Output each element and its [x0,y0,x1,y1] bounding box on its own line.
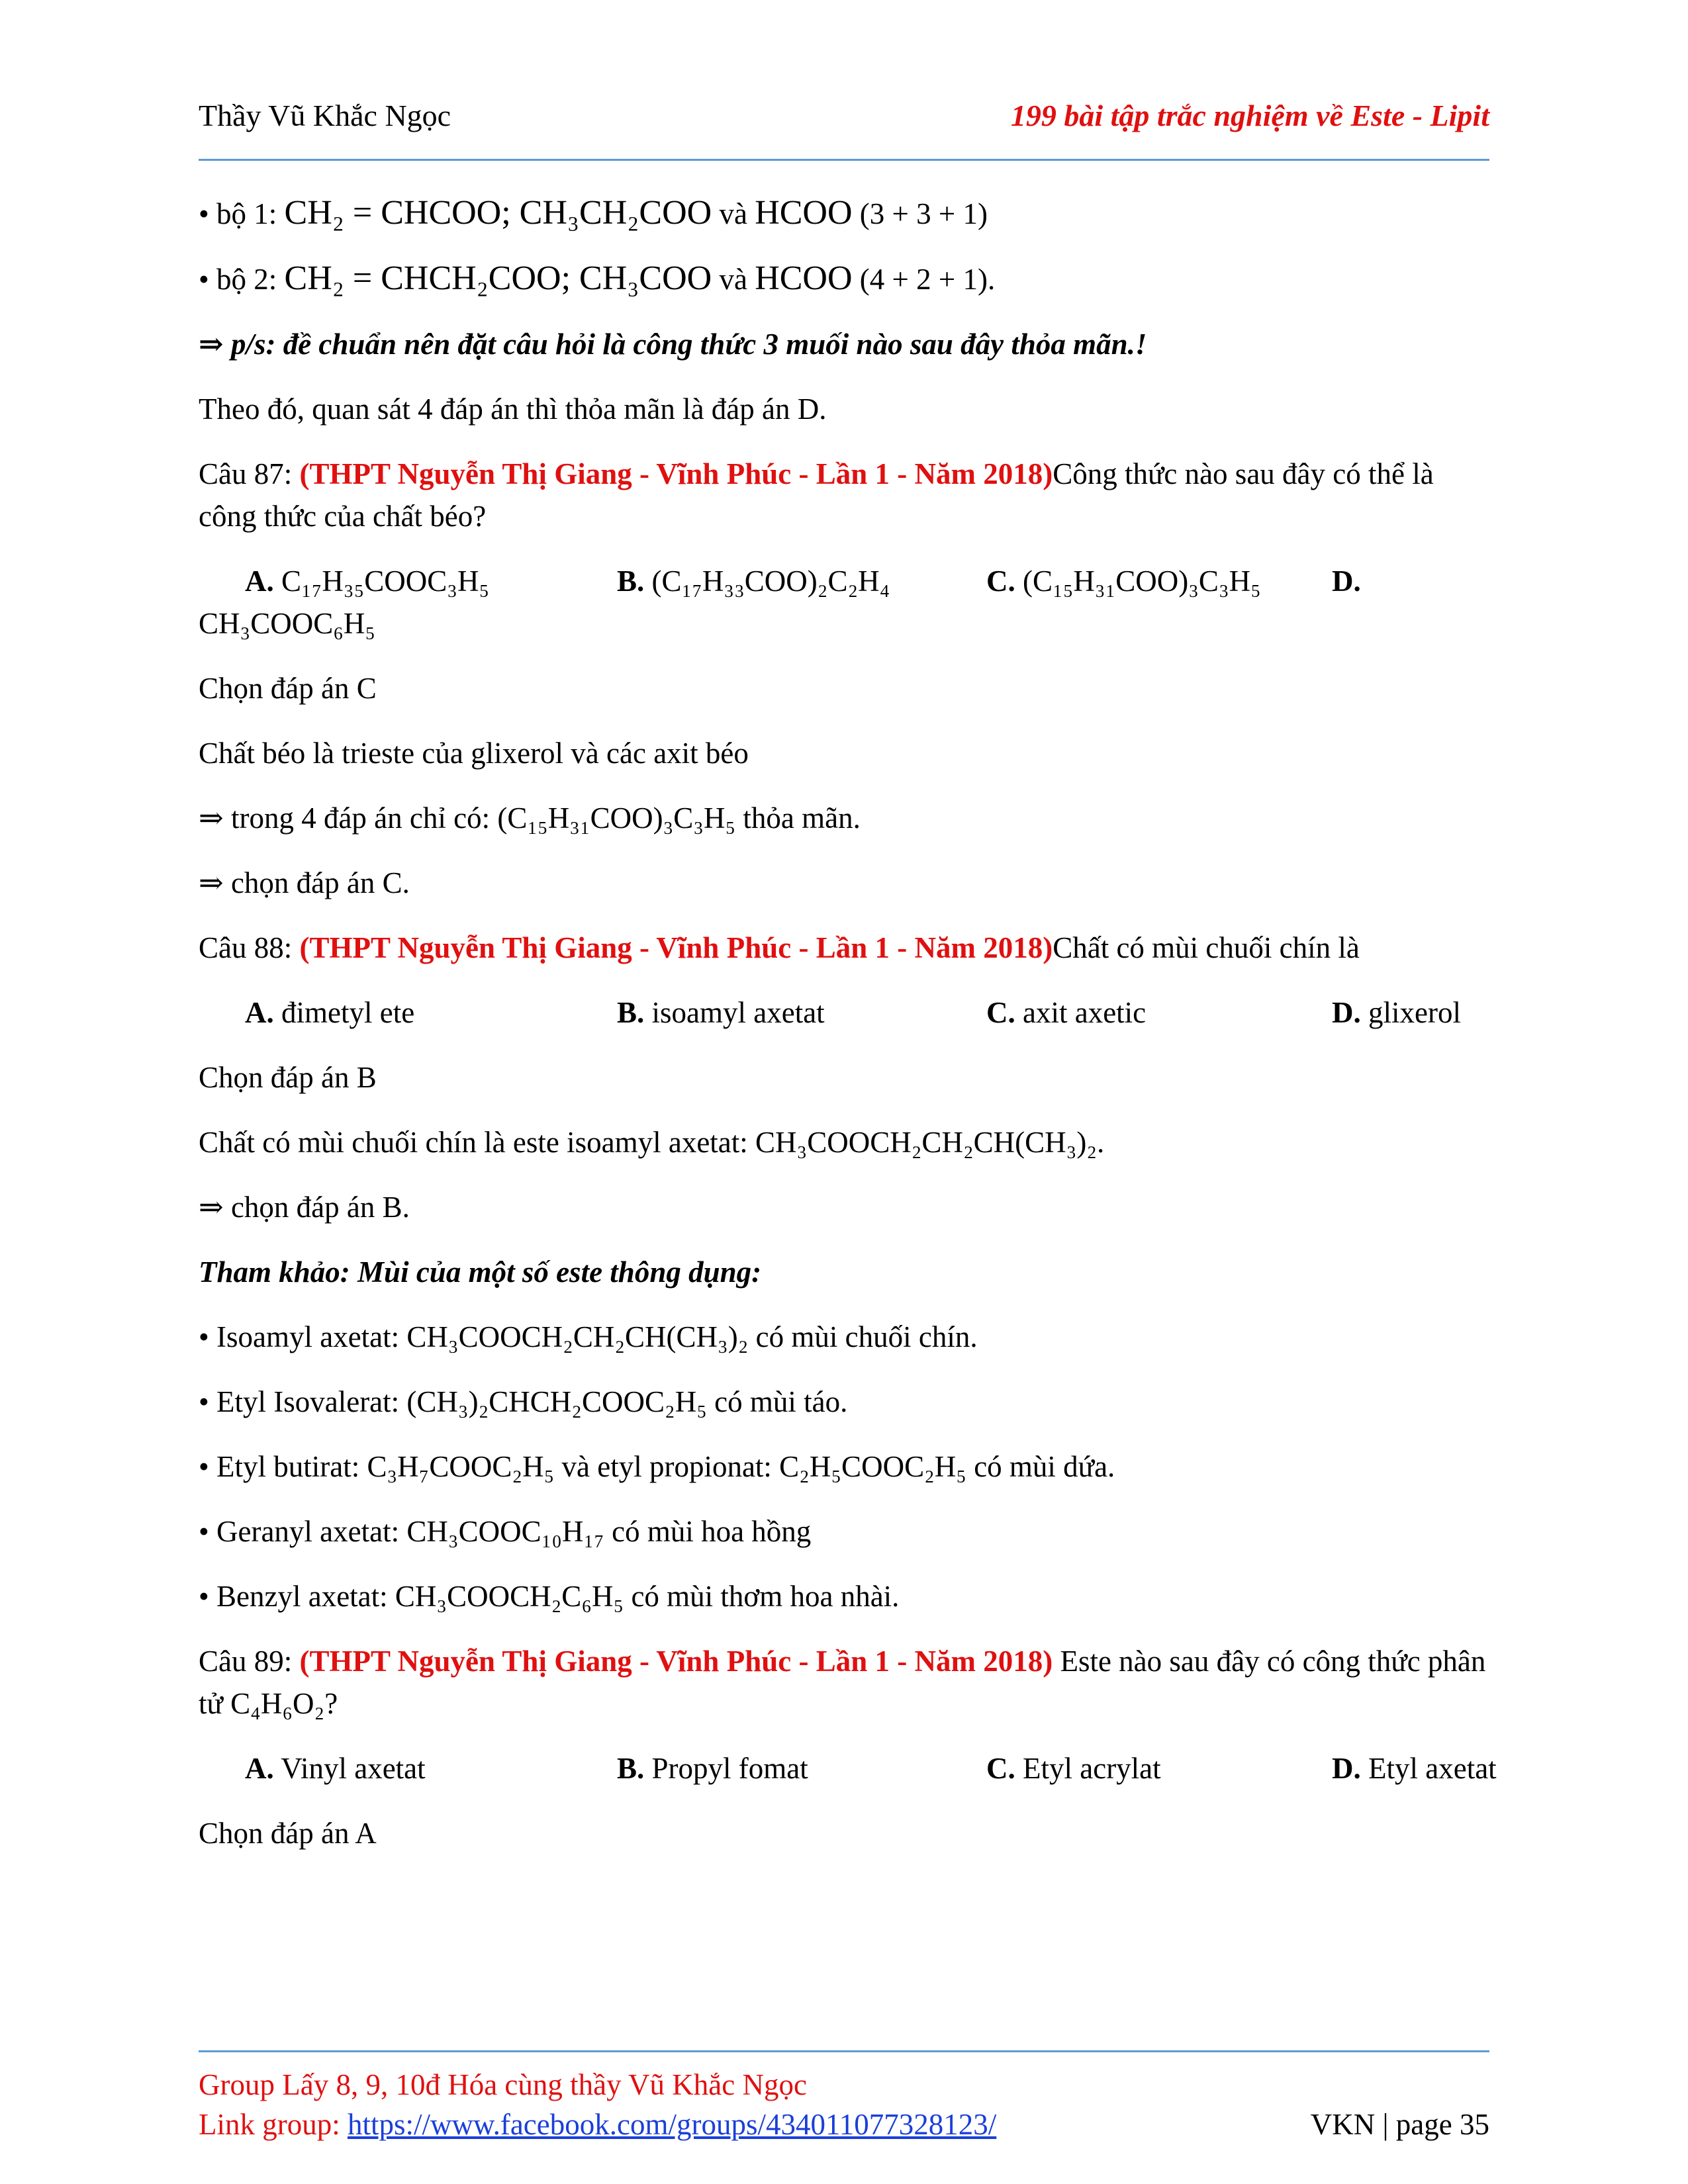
set-1-formula: CH₂ = CHCOO; CH₃CH₂COO [284,194,712,232]
header-author: Thầy Vũ Khắc Ngọc [199,99,451,132]
reference-item: • Etyl Isovalerat: (CH₃)₂CHCH₂COOC₂H₅ có mùi táo. [199,1385,848,1418]
question-87-source: (THPT Nguyễn Thị Giang - Vĩnh Phúc - Lần 1 - Năm 2018) [299,457,1053,490]
question-88-source: (THPT Nguyễn Thị Giang - Vĩnh Phúc - Lần 1 - Năm 2018) [299,931,1053,964]
reference-item: • Benzyl axetat: CH₃COOCH₂C₆H₅ có mùi thơm hoa nhài. [199,1580,900,1613]
question-87-explain-1: Chất béo là trieste của glixerol và các axit béo [199,737,749,770]
question-88-text: Chất có mùi chuối chín là [1053,931,1360,964]
page-footer [199,2065,1489,2144]
set-2-label: • bộ 2: [199,263,277,296]
page-number: VKN | page 35 [1310,2108,1489,2141]
question-88-options [199,991,1489,1034]
reference-item: • Geranyl axetat: CH₃COOC₁₀H₁₇ có mùi hoa hồng [199,1515,812,1548]
option-a: A. Vinyl axetat [245,1752,426,1785]
option-a: A. C₁₇H₃₅COOC₃H₅ [245,565,490,598]
footer-group-link[interactable]: https://www.facebook.com/groups/434011077328123/ [347,2108,997,2141]
option-d: D. glixerol [1332,996,1461,1029]
option-c: C. (C₁₅H₃₁COO)₃C₃H₅ [986,565,1261,598]
header-divider [199,159,1489,161]
header-title: 199 bài tập trắc nghiệm về Este - Lipit [1010,99,1489,132]
question-87-explain-3: ⇒ chọn đáp án C. [199,866,410,899]
question-88-answer: Chọn đáp án B [199,1061,377,1094]
footer-divider [199,2050,1489,2052]
question-87-answer: Chọn đáp án C [199,672,377,705]
option-a: A. đimetyl ete [245,996,415,1029]
footer-group: Group Lấy 8, 9, 10đ Hóa cùng thầy Vũ Khắc Ngọc [199,2068,807,2101]
footer-link-label: Link group: [199,2108,340,2141]
question-89-options [199,1747,1497,1790]
ps-note: ⇒ p/s: đề chuẩn nên đặt câu hỏi là công thức 3 muối nào sau đây thỏa mãn.! [199,328,1147,361]
question-88-explain-1: Chất có mùi chuối chín là este isoamyl axetat: CH₃COOCH₂CH₂CH(CH₃)₂. [199,1126,1105,1159]
question-89-label: Câu 89: [199,1645,293,1678]
set-1-line [199,192,1489,235]
option-c: C. Etyl acrylat [986,1752,1161,1785]
option-c: C. axit axetic [986,996,1147,1029]
reference-title: Tham khảo: Mùi của một số este thông dụng: [199,1255,762,1289]
set-1-last: HCOO [755,194,853,232]
question-89 [199,1640,1489,1725]
question-87-options [199,560,1489,645]
option-b: B. Propyl fomat [617,1752,808,1785]
question-89-source: (THPT Nguyễn Thị Giang - Vĩnh Phúc - Lần 1 - Năm 2018) [299,1645,1053,1678]
question-89-answer: Chọn đáp án A [199,1817,377,1850]
set-1-count: (3 + 3 + 1) [859,197,988,230]
set-2-and: và [719,263,747,296]
set-2-formula: CH₂ = CHCH₂COO; CH₃COO [284,259,712,297]
option-b: B. (C₁₇H₃₃COO)₂C₂H₄ [617,565,890,598]
question-87-explain-2: ⇒ trong 4 đáp án chỉ có: (C₁₅H₃₁COO)₃C₃H₅ thỏa mãn. [199,801,861,835]
document-body [199,192,1497,1877]
option-d: D. Etyl axetat [1332,1752,1497,1785]
option-d-letter: D. [1332,565,1361,598]
option-b: B. isoamyl axetat [617,996,825,1029]
set-1-label: • bộ 1: [199,197,277,230]
reference-item: • Etyl butirat: C₃H₇COOC₂H₅ và etyl propionat: C₂H₅COOC₂H₅ có mùi dứa. [199,1450,1115,1483]
set-2-last: HCOO [755,259,853,297]
question-88-explain-2: ⇒ chọn đáp án B. [199,1191,410,1224]
set-2-count: (4 + 2 + 1). [859,263,996,296]
question-87 [199,453,1489,537]
question-88 [199,927,1489,969]
set-2-line [199,257,1489,300]
ps-conclusion: Theo đó, quan sát 4 đáp án thì thỏa mãn là đáp án D. [199,392,827,426]
question-88-label: Câu 88: [199,931,293,964]
reference-item: • Isoamyl axetat: CH₃COOCH₂CH₂CH(CH₃)₂ có mùi chuối chín. [199,1320,978,1353]
question-87-label: Câu 87: [199,457,293,490]
option-d-text: CH₃COOC₆H₅ [199,607,376,640]
set-1-and: và [719,197,747,230]
page-header [199,98,1489,151]
question-87-text: Công thức nào sau đây có thể là công thức của chất béo? [199,457,1434,533]
question-89-text: Este nào sau đây có công thức phân tử C₄H₆O₂? [199,1645,1486,1720]
